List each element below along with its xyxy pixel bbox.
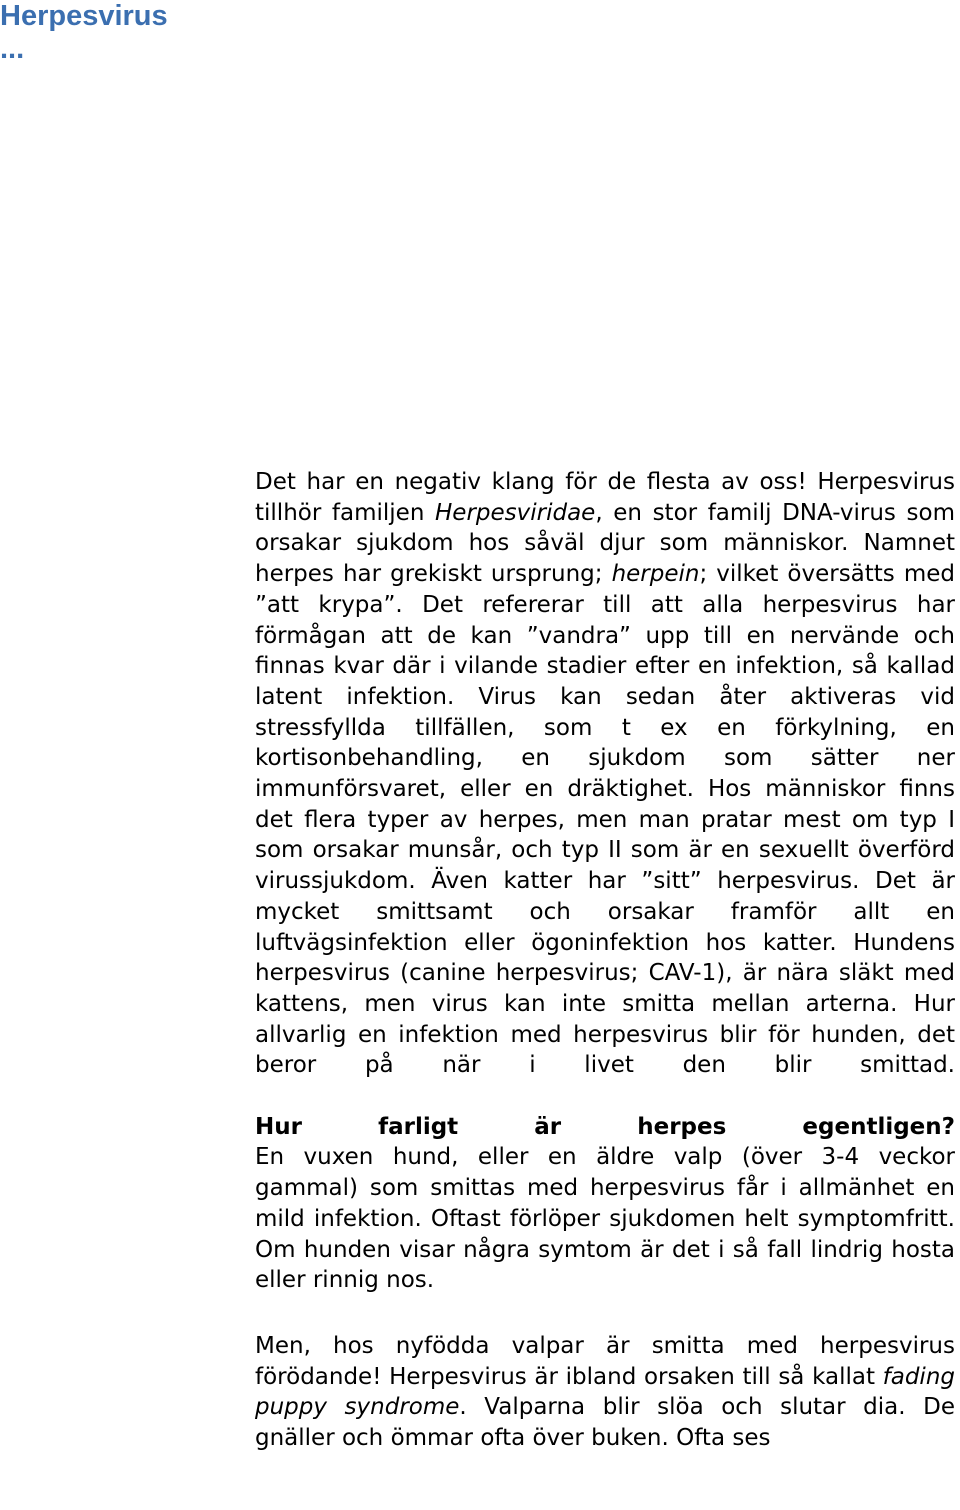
adult-dogs-paragraph: En vuxen hund, eller en äldre valp (över 3-4 veckor gammal) som smittas med herpesvirus får i allmänhet en mild infektion. Oftast förlöper sjukdomen helt symptomfritt. Om hunden visar några symtom är det i så fall lindrig hosta eller rinnig nos.: [255, 1144, 955, 1294]
intro-text-3: ; vilket översätts med ”att krypa”. Det refererar till att alla herpesvirus har förmågan att de kan ”vandra” upp till en nervände och finnas kvar där i vilande stadier efter en infektion, så kallad latent infektion. Virus kan sedan åter aktiveras vid stressfyllda tillfällen, som t ex en förkylning, en kortisonbehandling, en sjukdom som sätter ner immunförsvaret, eller en dräktighet. Hos människor finns det flera typer av herpes, men man pratar mest om typ I som orsakar munsår, och typ II som är en sexuellt överförd virussjukdom. Även katter har ”sitt” herpesvirus. Det är mycket smittsamt och orsakar framför allt en luftvägsinfektion eller ögoninfektion hos katter. Hundens herpesvirus (canine herpesvirus; CAV-1), är nära släkt med kattens, men virus kan inte smitta mellan arterna. Hur allvarlig en infektion med herpesvirus blir för hunden, det beror på när i livet den blir smittad.: [255, 561, 955, 1079]
intro-paragraph: [255, 467, 955, 1081]
article-body: [255, 467, 955, 1454]
page-title: [0, 0, 168, 66]
puppies-syndrome-name: fading puppy syndrome: [255, 1363, 955, 1421]
paragraph-spacer: [255, 1296, 955, 1331]
intro-family-name: Herpesviridae: [435, 499, 596, 526]
paragraph-spacer: [255, 1081, 955, 1112]
intro-greek-word: herpein: [611, 561, 700, 588]
intro-text-1: Det har en negativ klang för de flesta av oss! Herpesvirus tillhör familjen: [255, 469, 955, 526]
puppies-paragraph: [255, 1331, 955, 1454]
puppies-text-2: . Valparna blir slöa och slutar dia. De gnäller och ömmar ofta över buken. Ofta ses: [255, 1394, 955, 1452]
page-title-line-1: Herpesvirus: [0, 0, 168, 32]
puppies-text-1: Men, hos nyfödda valpar är smitta med herpesvirus förödande! Herpesvirus är ibland orsaken till så kallat: [255, 1332, 955, 1390]
section-heading: Hur farligt är herpes egentligen?: [255, 1113, 955, 1140]
intro-text-2: , en stor familj DNA-virus som orsakar sjukdom hos såväl djur som människor. Namnet herpes har grekiskt ursprung;: [255, 499, 955, 588]
page-title-line-2: ...: [0, 33, 25, 65]
